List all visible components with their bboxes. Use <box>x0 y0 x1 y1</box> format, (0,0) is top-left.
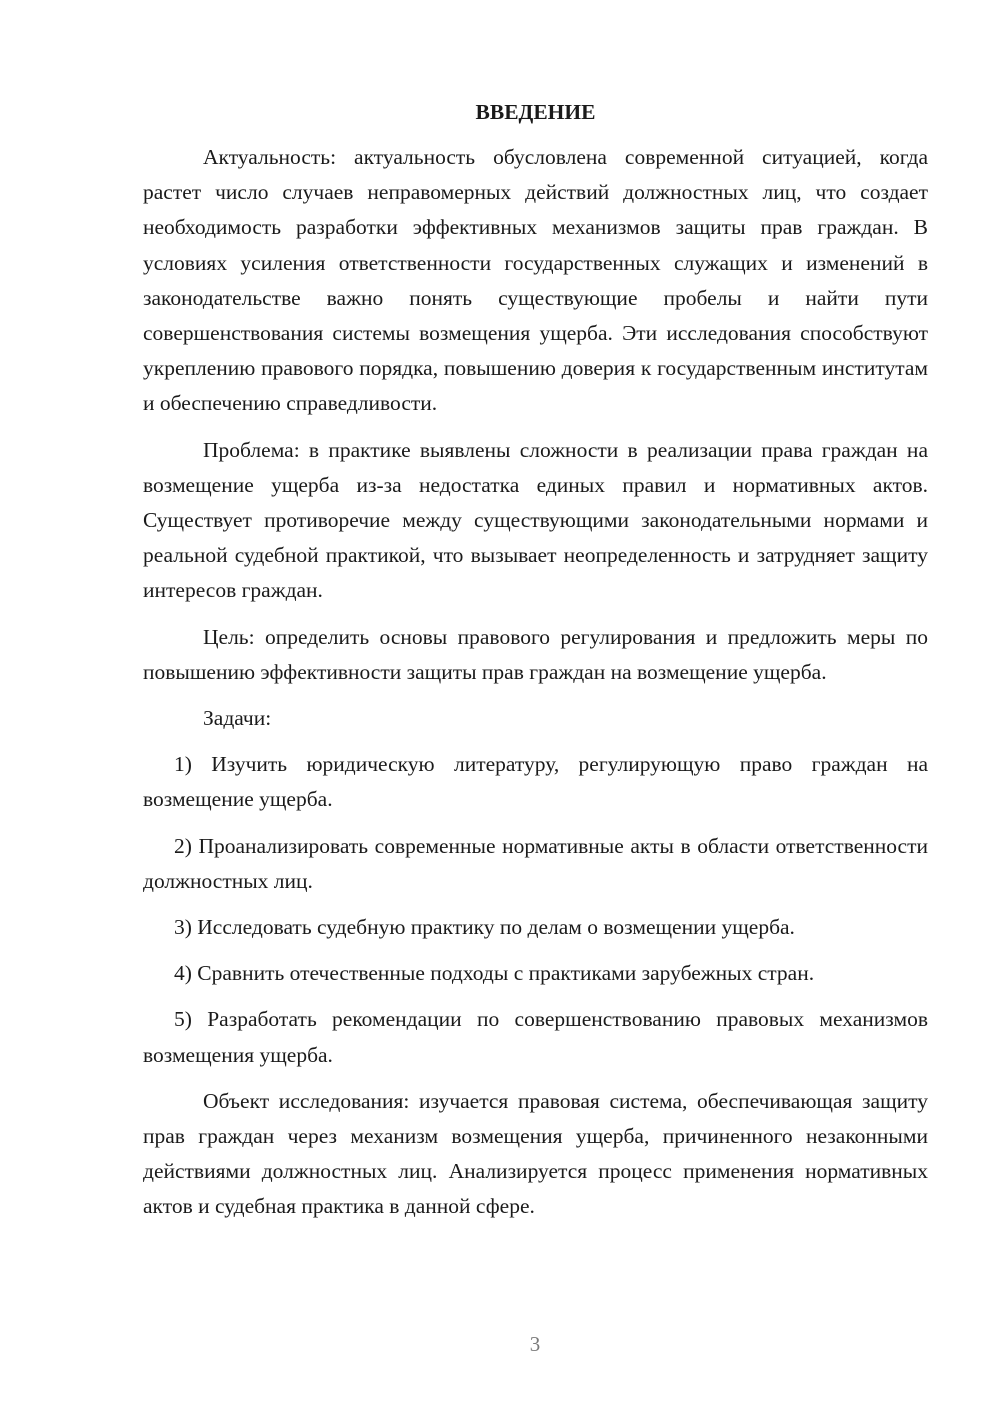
document-page <box>143 96 928 1236</box>
task-item-3: 3) Исследовать судебную практику по делам о возмещении ущерба. <box>174 915 795 940</box>
task-item-5: 5) Разработать рекомендации по совершенствованию правовых механизмов возмещения ущерба. <box>143 1007 928 1067</box>
tasks-label: Задачи: <box>203 706 272 731</box>
relevance-paragraph: Актуальность: актуальность обусловлена современной ситуацией, когда растет число случаев неправомерных действий должностных лиц, что создает необходимость разработки эффективных механизмов защиты прав граждан. В условиях усиления ответственности государственных служащих и изменений в законодательстве важно понять существующие пробелы и найти пути совершенствования системы возмещения ущерба. Эти исследования способствуют укреплению правового порядка, повышению доверия к государственным институтам и обеспечению справедливости. <box>143 145 928 416</box>
goal-paragraph: Цель: определить основы правового регулирования и предложить меры по повышению эффективности защиты прав граждан на возмещение ущерба. <box>143 624 928 684</box>
problem-paragraph: Проблема: в практике выявлены сложности в реализации права граждан на возмещение ущерба из-за недостатка единых правил и нормативных актов. Существует противоречие между существующими законодательными нормами и реальной судебной практикой, что вызывает неопределенность и затрудняет защиту интересов граждан. <box>143 437 928 603</box>
page-title: ВВЕДЕНИЕ <box>475 100 596 124</box>
page-number: 3 <box>529 1332 541 1356</box>
object-paragraph: Объект исследования: изучается правовая система, обеспечивающая защиту прав граждан через механизм возмещения ущерба, причиненного незаконными действиями должностных лиц. Анализируется процесс применения нормативных актов и судебная практика в данной сфере. <box>143 1088 928 1219</box>
task-item-2: 2) Проанализировать современные нормативные акты в области ответственности должностных лиц. <box>143 833 928 893</box>
task-item-4: 4) Сравнить отечественные подходы с практиками зарубежных стран. <box>174 961 815 986</box>
task-item-1: 1) Изучить юридическую литературу, регулирующую право граждан на возмещение ущерба. <box>143 752 928 812</box>
